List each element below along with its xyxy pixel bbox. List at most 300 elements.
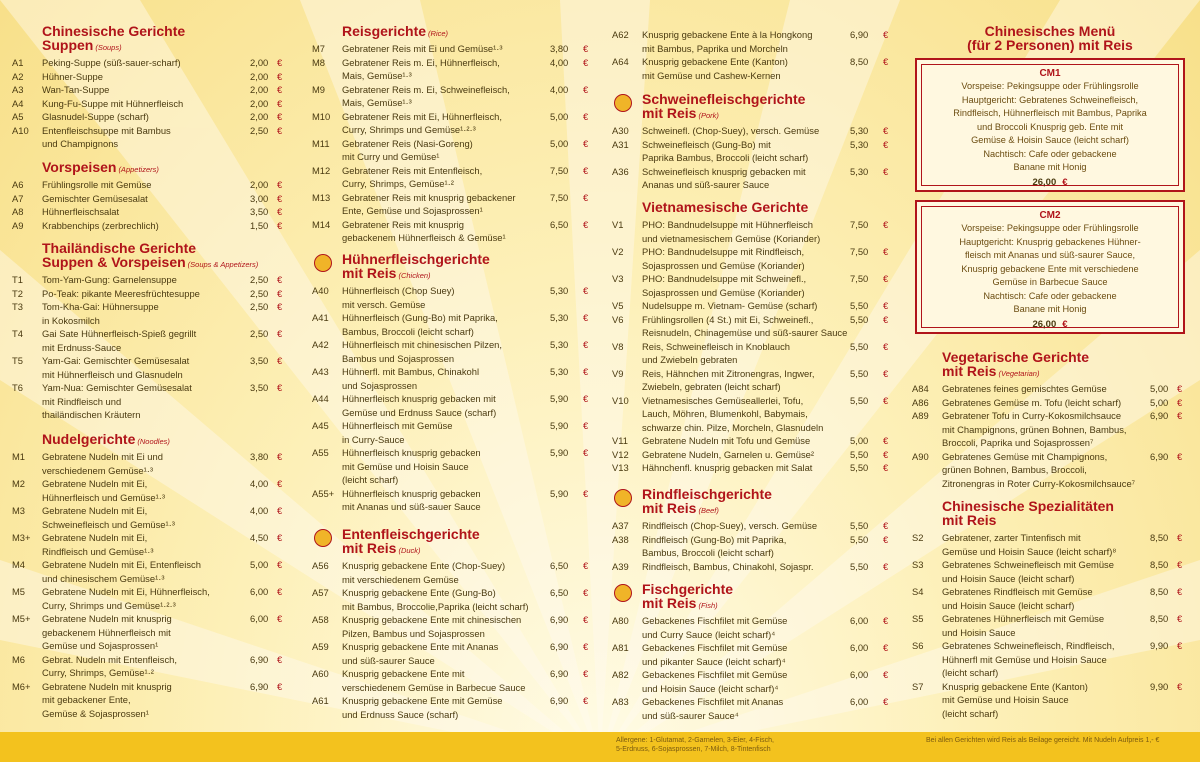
euro-sign: € (277, 382, 283, 393)
menu-item (312, 419, 602, 446)
item-description (642, 519, 817, 533)
item-price: 3,50 (250, 355, 269, 366)
item-description-line: mit versch. Gemüse (342, 298, 426, 310)
euro-sign: € (277, 328, 283, 339)
item-code: A2 (12, 70, 24, 82)
item-description-line: mit Erdnuss-Sauce (42, 341, 122, 353)
euro-sign: € (583, 339, 589, 350)
item-description-line: Gebratener Reis mit Entenfleisch, (342, 164, 483, 176)
item-code: A37 (612, 520, 629, 531)
item-price: 5,30 (850, 138, 869, 150)
item-price: 6,90 (550, 614, 569, 625)
item-code: A44 (312, 393, 329, 404)
item-description-line: mit Gemüse und Hoisin Sauce (342, 460, 469, 472)
menu-item (612, 533, 904, 560)
item-description (42, 531, 154, 558)
item-price: 2,00 (250, 97, 269, 109)
item-code: A10 (12, 124, 29, 136)
item-price: 8,50 (1150, 532, 1169, 543)
item-description-line: Hühner-Suppe (42, 70, 103, 82)
item-description (42, 83, 109, 97)
item-description-line: Gai Sate Hühnerfleisch-Spieß gegrillt (42, 328, 197, 339)
item-description-line: mit Bambus, Paprika und Morcheln (642, 42, 788, 54)
euro-sign: € (883, 462, 889, 473)
item-price: 7,50 (850, 273, 869, 284)
menu-item (312, 392, 602, 419)
item-code: V8 (612, 340, 624, 352)
menu-item (312, 311, 602, 338)
item-description (342, 56, 500, 83)
item-description-line: und vietnamesischem Gemüse (Koriander) (642, 232, 821, 244)
item-code: M7 (312, 43, 326, 54)
item-price: 4,00 (550, 56, 569, 68)
item-description-line: Knusprig gebackene Ente mit Ananas (342, 641, 499, 652)
euro-sign: € (277, 206, 283, 217)
item-price: 6,90 (250, 653, 269, 665)
item-description-line: Gebratene Nudeln mit Ei und (42, 451, 163, 462)
item-description-line: Curry, Shrimps, Gemüse¹·² (42, 667, 154, 678)
item-description-line: und pikanter Sauce (leicht scharf)⁴ (642, 655, 786, 667)
menu-item (912, 558, 1188, 585)
euro-sign: € (883, 367, 889, 379)
item-code: A45 (312, 420, 329, 431)
item-price: 3,50 (250, 382, 269, 393)
menu-item (612, 340, 904, 367)
euro-sign: € (1177, 532, 1183, 543)
item-description-line: Hühnerfleischsalat (42, 206, 120, 217)
item-description-line: mit Curry und Gemüse¹ (342, 151, 440, 162)
section-title (342, 24, 448, 41)
item-description-line: Gebackenes Fischfilet mit Gemüse (642, 615, 788, 626)
item-description (642, 272, 806, 299)
item-description-line: Wan-Tan-Suppe (42, 84, 110, 95)
set-menu-line: fleisch mit Ananas und süß-saurer Sauce, (964, 250, 1136, 260)
menu-item (912, 639, 1188, 680)
euro-sign: € (277, 84, 283, 95)
item-price: 5,00 (550, 110, 569, 122)
item-price: 5,50 (850, 533, 869, 545)
menu-item (612, 448, 904, 462)
item-description-line: Knusprig gebackene Ente mit Gemüse (342, 695, 503, 706)
euro-sign: € (583, 487, 589, 499)
item-price: 6,00 (250, 586, 269, 597)
set-menu-price-value: 26,00 (1032, 176, 1057, 188)
item-code: A38 (612, 533, 629, 545)
menu-item (12, 178, 288, 192)
item-price: 6,90 (550, 641, 569, 652)
euro-sign: € (883, 435, 889, 446)
item-code: A64 (612, 56, 629, 67)
item-description (642, 28, 812, 55)
menu-item (12, 381, 288, 422)
item-description-line: und chinesischem Gemüse¹·³ (42, 572, 165, 584)
item-description-line: Gebratener Reis (Nasi-Goreng) (342, 137, 473, 149)
item-description (42, 612, 172, 653)
item-description-line: Hähnchenfl. knusprig gebacken mit Salat (642, 462, 813, 473)
item-description-line: Knusprig gebackene Ente mit chinesischen (342, 614, 522, 625)
section-title (942, 513, 996, 527)
item-description-line: und Erdnuss Sauce (scharf) (342, 708, 459, 720)
item-description (342, 338, 502, 365)
section-title (42, 255, 258, 272)
item-code: A43 (312, 366, 329, 377)
item-description (342, 365, 479, 392)
item-description-line: Bambus, Broccoli (leicht scharf) (642, 547, 774, 558)
item-description (342, 613, 521, 640)
item-description-line: in Curry-Sauce (342, 433, 405, 445)
set-menu-cm1 (915, 58, 1185, 192)
item-description-line: Gebratenes Schweinefleisch, Rindfleisch, (942, 640, 1115, 651)
item-description-line: und Curry Sauce (leicht scharf)⁴ (642, 628, 776, 640)
euro-sign: € (277, 192, 283, 204)
menu-item (612, 461, 904, 475)
set-menu-name: CM2 (1039, 210, 1061, 221)
section-title-text: Vorspeisen (42, 159, 117, 175)
section-title-text: mit Reis (642, 105, 697, 121)
item-description (342, 586, 529, 613)
item-description-line: in Kokosmilch (42, 314, 100, 326)
section-title (42, 38, 122, 55)
item-price: 7,50 (850, 219, 869, 230)
item-description-line: Gebackenes Fischfilet mit Ananas (642, 696, 784, 707)
item-code: A84 (912, 383, 929, 394)
item-code: V9 (612, 367, 624, 379)
item-description (642, 668, 787, 695)
item-price: 2,50 (250, 124, 269, 136)
menu-item (12, 124, 288, 151)
item-description (42, 110, 149, 124)
item-code: V10 (612, 394, 629, 406)
euro-sign: € (277, 97, 283, 109)
item-description-line: und Sojasprossen (342, 379, 418, 391)
item-description (942, 612, 1104, 639)
item-description-line: Sojasprossen und Gemüse (Koriander) (642, 286, 805, 298)
item-description-line: Reis, Hähnchen mit Zitronengras, Ingwer, (642, 367, 815, 379)
item-description-line: Gebratene Nudeln mit Tofu und Gemüse (642, 435, 811, 446)
section-title-text: mit Reis (342, 540, 397, 556)
item-code: V2 (612, 246, 624, 257)
menu-item (12, 273, 288, 287)
euro-sign: € (277, 613, 283, 624)
item-description-line: Gebratener Reis mit Ei und Gemüse¹·³ (342, 43, 503, 54)
euro-sign: € (583, 668, 589, 679)
item-code: M3 (12, 505, 26, 516)
item-code: A31 (612, 138, 629, 150)
item-price: 5,30 (550, 366, 569, 377)
menu-item (612, 313, 904, 340)
item-description-line: Krabbenchips (zerbrechlich) (42, 219, 159, 231)
item-price: 5,50 (850, 340, 869, 352)
item-description-line: Gebratener Reis m. Ei, Hühnerfleisch, (342, 56, 500, 68)
euro-sign: € (883, 125, 889, 136)
item-description-line: Reisnudeln, Chinagemüse und süß-saurer Sauce (642, 327, 848, 338)
menu-item (612, 614, 904, 641)
item-description-line: Gebratener Reis mit knusprig gebackener (342, 191, 516, 203)
menu-item (12, 680, 288, 721)
item-description-line: Gebratene Nudeln, Garnelen u. Gemüse² (642, 448, 814, 460)
item-description-line: gebackenem Hühnerfleisch mit (42, 626, 171, 638)
item-price: 2,50 (250, 301, 269, 312)
menu-item (12, 97, 288, 111)
item-description-line: Gebratene Nudeln mit knusprig (42, 680, 172, 692)
set-menu-line: Hauptgericht: Knusprig gebackenes Hühner- (959, 236, 1141, 247)
item-description (642, 367, 814, 394)
euro-sign: € (883, 394, 889, 406)
item-description-line: Gebratener Reis m. Ei, Schweinefleisch, (342, 83, 510, 95)
section-title (642, 596, 718, 613)
item-description-line: Hühnerfl mit Gemüse und Hoisin Sauce (942, 653, 1107, 665)
section-subtitle: (Beef) (698, 506, 719, 515)
section-title-text: Thailändische Gerichte (42, 240, 197, 256)
item-price: 6,90 (250, 680, 269, 692)
item-description-line: Rindfleisch und Gemüse¹·³ (42, 545, 154, 557)
item-description-line: Gebratener Reis mit Ei, Hühnerfleisch, (342, 110, 502, 122)
item-description-line: und Hoisin Sauce (leicht scharf) (942, 599, 1075, 611)
euro-sign: € (277, 680, 283, 692)
euro-sign: € (583, 83, 589, 95)
menu-item (312, 365, 602, 392)
section-title-text: Reisgerichte (342, 23, 427, 39)
euro-sign: € (583, 587, 589, 598)
set-menu-line: Rindfleisch, Hühnerfleisch mit Bambus, Paprika (953, 108, 1147, 118)
euro-sign: € (883, 56, 889, 67)
item-price: 3,80 (550, 43, 569, 54)
euro-sign: € (1177, 613, 1183, 624)
item-price: 8,50 (1150, 586, 1169, 597)
item-code: M8 (312, 56, 326, 68)
menu-item (612, 55, 904, 82)
item-description (642, 641, 787, 668)
item-description (342, 164, 482, 191)
item-description (342, 667, 525, 694)
item-price: 8,50 (1150, 613, 1169, 624)
menu-item (312, 110, 602, 137)
section-title-text: mit Reis (642, 595, 697, 611)
menu-item (912, 382, 1188, 396)
menu-item (312, 137, 602, 164)
euro-sign: € (277, 57, 283, 68)
menu-item (12, 110, 288, 124)
item-description (642, 299, 817, 313)
item-code: M11 (312, 137, 330, 149)
item-price: 6,00 (250, 613, 269, 624)
euro-sign: € (583, 43, 589, 54)
item-price: 2,00 (250, 179, 269, 190)
item-description (942, 585, 1093, 612)
item-code: S2 (912, 532, 924, 543)
item-price: 6,90 (1150, 450, 1169, 462)
item-description (642, 434, 810, 448)
set-menu-price (917, 319, 1183, 330)
euro-sign: € (583, 191, 589, 203)
item-description-line: grünen Bohnen, Bambus, Broccoli, (942, 464, 1087, 475)
item-description (42, 56, 181, 70)
item-description-line: (leicht scharf) (342, 474, 399, 485)
euro-sign: € (883, 300, 889, 311)
item-description-line: Knusprig gebackene Ente (Chop-Suey) (342, 560, 506, 571)
item-code: A42 (312, 339, 329, 350)
item-description-line: Hühnerfleisch mit Gemüse (342, 420, 453, 431)
item-description-line: mit verschiedenem Gemüse (342, 573, 459, 585)
footer-bar (0, 732, 1200, 762)
item-code: A57 (312, 587, 329, 598)
item-description-line: Rindfleisch (Gung-Bo) mit Paprika, (642, 533, 787, 545)
set-menu-line: Gemüse & Hoisin Sauce (leicht scharf) (971, 135, 1129, 145)
item-code: A4 (12, 97, 24, 109)
euro-sign: € (1177, 396, 1183, 408)
euro-sign: € (883, 533, 889, 545)
set-menu-line: Hauptgericht: Gebratenes Schweinefleisch, (961, 94, 1139, 105)
item-description-line: Entenfleischsuppe mit Bambus (42, 124, 171, 136)
item-code: A6 (12, 179, 24, 190)
euro-sign: € (1177, 559, 1183, 570)
item-code: M3+ (12, 532, 31, 543)
item-code: A56 (312, 560, 329, 571)
item-price: 5,30 (850, 125, 869, 136)
euro-sign: € (277, 274, 283, 285)
menu-item (12, 477, 288, 504)
item-price: 5,90 (550, 393, 569, 404)
section-title (942, 350, 1089, 364)
item-code: M6 (12, 653, 26, 665)
menu-item (12, 585, 288, 612)
item-code: T1 (12, 274, 23, 285)
menu-item (12, 192, 288, 206)
menu-item (312, 613, 602, 640)
euro-sign: € (1062, 176, 1068, 188)
item-description (342, 419, 452, 446)
section-subtitle: (Vegetarian) (998, 369, 1040, 378)
section-title-text: mit Reis (642, 500, 697, 516)
item-price: 3,80 (250, 451, 269, 462)
set-menu-line: Gemüse in Barbecue Sauce (992, 277, 1108, 287)
item-description (642, 533, 786, 560)
item-price: 2,00 (250, 57, 269, 68)
set-menu-line: und Broccoli Knusprig geb. Ente mit (976, 121, 1124, 132)
menu-item (12, 205, 288, 219)
euro-sign: € (1177, 450, 1183, 462)
item-price: 5,90 (550, 447, 569, 458)
section-title (42, 432, 170, 449)
item-code: A90 (912, 450, 929, 462)
item-code: M13 (312, 191, 331, 203)
item-description (642, 124, 819, 138)
item-price: 5,00 (1150, 383, 1169, 394)
item-description-line: Gebratener Tofu in Curry-Kokosmilchsauce (942, 410, 1122, 421)
item-code: V12 (612, 448, 629, 460)
item-description-line: Gebackenes Fischfilet mit Gemüse (642, 642, 788, 653)
euro-sign: € (277, 478, 283, 489)
item-description (942, 409, 1126, 450)
item-price: 5,50 (850, 367, 869, 379)
item-price: 2,00 (250, 84, 269, 95)
item-description-line: Gemüse und Erdnuss Sauce (scharf) (342, 406, 497, 418)
item-description (642, 394, 823, 435)
item-description (342, 446, 481, 487)
item-description-line: Gemüse und Sojasprossen¹ (42, 640, 159, 651)
menu-item (612, 434, 904, 448)
section-title-text: Fischgerichte (642, 581, 734, 597)
item-description-line: Curry, Shrimps und Gemüse¹·²·³ (42, 599, 176, 611)
euro-sign: € (277, 559, 283, 570)
euro-sign: € (583, 56, 589, 68)
item-price: 5,50 (850, 313, 869, 325)
euro-sign: € (883, 165, 889, 177)
item-description-line: Knusprig gebackene Ente (Kanton) (942, 680, 1088, 692)
euro-sign: € (883, 448, 889, 460)
item-description-line: PHO: Bandnudelsuppe mit Schweinefl., (642, 273, 807, 284)
section-title-text: Rindfleischgerichte (642, 486, 772, 502)
item-description (42, 354, 189, 381)
section-title-text: Suppen & Vorspeisen (42, 254, 186, 270)
item-description-line: Gebrat. Nudeln mit Entenfleisch, (42, 653, 177, 665)
item-description (342, 42, 502, 56)
item-description (42, 192, 148, 206)
item-description-line: Gemischter Gemüsesalat (42, 192, 148, 204)
menu-item (12, 219, 288, 233)
set-menu-line: Banane mit Honig (1013, 304, 1087, 314)
item-price: 4,50 (250, 532, 269, 543)
side-dish-note: Bei allen Gerichten wird Reis als Beilage gereicht. Mit Nudeln Aufpreis 1,- € (926, 737, 1160, 744)
item-description-line: Gebratene Nudeln mit Ei, Entenfleisch (42, 559, 201, 570)
item-code: M14 (312, 218, 331, 230)
item-description-line: Paprika Bambus, Broccoli (leicht scharf) (642, 152, 809, 163)
euro-sign: € (883, 520, 889, 531)
allergen-line-2: 5-Erdnuss, 6-Sojasprossen, 7-Milch, 8-Tintenfisch (616, 746, 771, 753)
item-description (42, 653, 177, 680)
item-description-line: Gebratenes Schweinefleisch mit Gemüse (942, 559, 1114, 570)
item-description-line: Gebratenes Rindfleisch mit Gemüse (942, 586, 1093, 597)
item-description-line: schwarze chin. Pilze, Morcheln, Glasnudeln (642, 421, 824, 433)
item-description (642, 165, 806, 192)
allergen-line-1: Allergene: 1-Glutamat, 2-Garnelen, 3-Eier, 4-Fisch, (616, 737, 774, 744)
item-description (942, 396, 1121, 410)
item-description (42, 205, 119, 219)
item-price: 2,00 (250, 70, 269, 82)
section-title (42, 160, 159, 177)
item-description (642, 55, 788, 82)
section-title (642, 92, 805, 106)
menu-item (312, 284, 602, 311)
section-title (342, 252, 490, 266)
item-price: 9,90 (1150, 640, 1169, 651)
item-description (342, 311, 498, 338)
item-description (642, 218, 820, 245)
euro-sign: € (583, 137, 589, 149)
item-price: 7,50 (550, 164, 569, 176)
item-price: 8,50 (850, 56, 869, 67)
item-price: 2,50 (250, 274, 269, 285)
item-price: 5,30 (850, 165, 869, 177)
euro-sign: € (1177, 586, 1183, 597)
item-code: A81 (612, 642, 629, 653)
item-description-line: Gebratene Nudeln mit Ei, (42, 478, 148, 489)
item-price: 7,50 (850, 246, 869, 257)
item-code: V1 (612, 219, 624, 230)
euro-sign: € (583, 695, 589, 706)
item-description (42, 585, 210, 612)
item-code: A40 (312, 285, 329, 296)
item-description (642, 614, 787, 641)
item-price: 3,50 (250, 206, 269, 217)
item-description-line: Vietnamesisches Gemüseallerlei, Tofu, (642, 394, 804, 406)
set-menu-line: Nachtisch: Cafe oder gebackene (983, 290, 1117, 301)
item-description-line: Hühnerfleisch knusprig gebacken (342, 487, 481, 499)
item-description (642, 245, 805, 272)
menu-item (12, 612, 288, 653)
menu-item (12, 504, 288, 531)
item-description-line: Gebratenes Gemüse mit Champignons, (942, 450, 1108, 462)
